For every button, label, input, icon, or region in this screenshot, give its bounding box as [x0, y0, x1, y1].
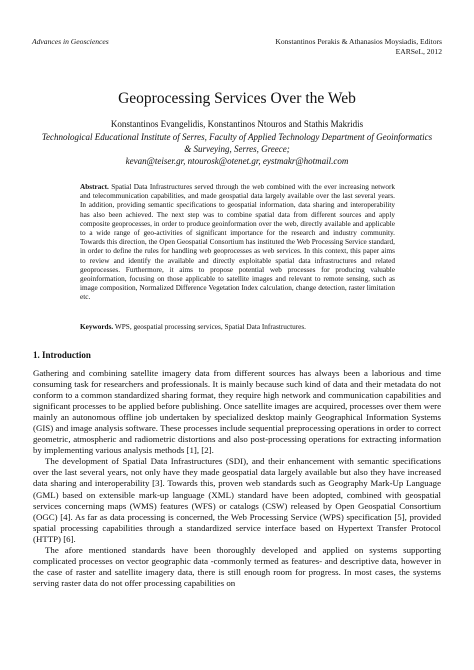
- publisher-line: EARSeL, 2012: [395, 47, 442, 56]
- paragraph: The afore mentioned standards have been thoroughly developed and applied on systems supporting complicated processes on vector geographic data -commonly termed as features- and descriptive data, however in the case of raster and satellite imagery data, there is still enough room for progress. In most cases, the systems serving raster data do not offer processing capabilities on: [33, 544, 441, 588]
- section-heading: 1. Introduction: [33, 350, 91, 360]
- paper-title: Geoprocessing Services Over the Web: [118, 90, 356, 107]
- editors-line: Konstantinos Perakis & Athanasios Moysiadis, Editors: [275, 37, 442, 46]
- author-list: Konstantinos Evangelidis, Konstantinos Ntouros and Stathis Makridis: [110, 119, 364, 129]
- paragraph: The development of Spatial Data Infrastructures (SDI), and their enhancement with semantic specifications over the last several years, not only have they made geospatial data largely available but also they have increased data sharing and interoperability [3]. Towards this, proven web standards such as Geography Mark-Up Language (GML) based on extensible mark-up language (XML) standard have been adopted, combined with geospatial services concerning maps (WMS) features (WFS) or catalogs (CSW) released by Open Geospatial Consortium (OGC) [4]. As far as data processing is concerned, the Web Processing Service (WPS) specification [5], provided spatial processing capabilities through a standardized service interface based on Hypertext Transfer Protocol (HTTP) [6].: [33, 456, 441, 544]
- journal-name: Advances in Geosciences: [32, 37, 109, 46]
- paragraph: Gathering and combining satellite imagery data from different sources has always been a laborious and time consuming task for researchers and professionals. It is mainly because such kind of data and their metadata do not conform to a common standardized sharing format, they require high network and communication capabilities and significant processes to be applied before publishing. Once satellite images are acquired, processes over them were mainly an autonomous offline job undertaken by specialized desktop mainly Geographical Information Systems (GIS) and image analysis software. These processes include sequential preprocessing operations in order to correct geometric, atmospheric and radiometric distortions and also post-processing operations for extracting information by implementing various analysis methods [1], [2].: [33, 368, 441, 456]
- affiliation: Technological Educational Institute of Serres, Faculty of Applied Technology Department of Geoinformatics & Surveying, Serres, Greece;: [41, 132, 433, 154]
- abstract-text: Spatial Data Infrastructures served through the web combined with the ever increasing network and telecommunication capabilities, and made geospatial data largely available over the last several years. In addition, providing semantic specifications to geospatial information, data sharing and interoperability has also been achieved. The next step was to combine spatial data from different sources and apply composite geoprocesses, in order to produce geoinformation over the web, directly available and applicable to a wide range of geo-activities of significant importance for the research and industry community. Towards this direction, the Open Geospatial Consortium has instituted the Web Processing Service standard, in order to define the rules for handling web geoprocesses as web services. In this context, this paper aims to review and identify the available and directly exploitable spatial data infrastructures and related geoprocesses. Furthermore, it aims to propose potential web processes for producing valuable geoinformation, focusing on those applicable to satellite images and relevant to remote sensing, such as image composition, Normalized Difference Vegetation Index calculation, change detection, raster limitation etc.: [80, 183, 395, 302]
- author-emails: kevan@teiser.gr, ntourosk@otenet.gr, eystmakr@hotmail.com: [125, 156, 349, 166]
- keywords: [80, 323, 395, 331]
- abstract: [80, 183, 395, 303]
- keywords-text: WPS, geospatial processing services, Spatial Data Infrastructures.: [113, 323, 306, 331]
- editors-header: [275, 37, 442, 57]
- keywords-label: Keywords.: [80, 323, 114, 331]
- abstract-label: Abstract.: [80, 183, 109, 191]
- section-body: [33, 368, 441, 589]
